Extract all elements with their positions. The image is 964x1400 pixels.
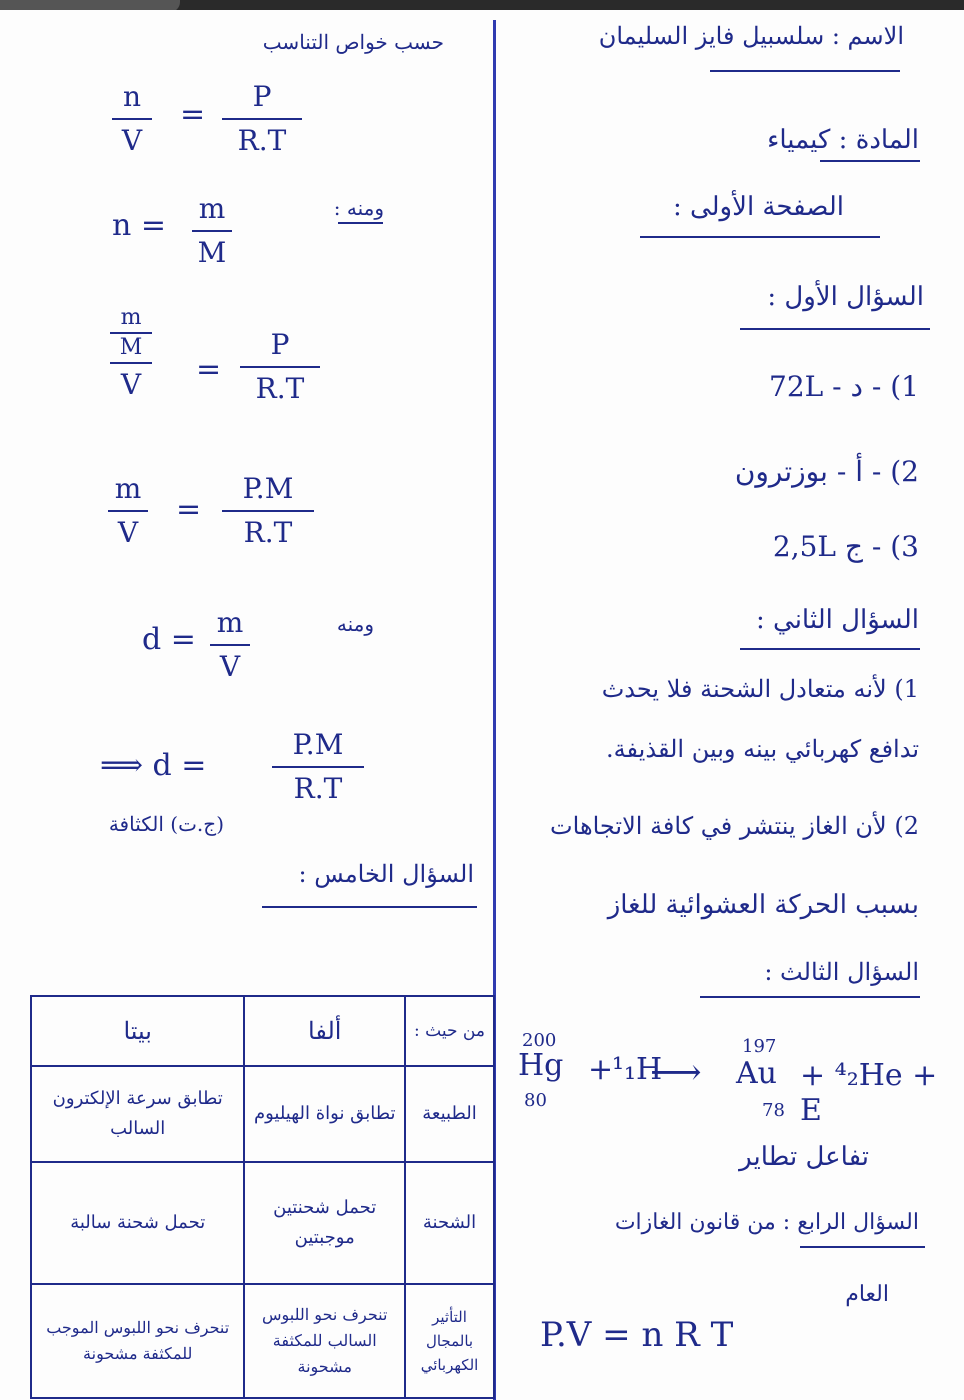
eq6-num: P.M — [292, 728, 344, 761]
eq5-label: ومنه — [336, 612, 374, 636]
table-cell: تحمل شحنة سالبة — [31, 1162, 244, 1284]
eq1-rhs-den: R.T — [237, 124, 287, 157]
table-header-cell: من حيث : — [405, 996, 494, 1066]
eq4-lhs-den: V — [117, 516, 139, 549]
eq3-lhs — [110, 306, 152, 404]
table-cell: تنحرف نحو اللبوس الموجب للمكثفة مشحونة — [31, 1284, 244, 1398]
eq2-label-underline — [338, 222, 383, 224]
table-header-cell: بيتا — [31, 996, 244, 1066]
q1-answer-2: 2) - أ - بوزترون — [734, 455, 919, 488]
table-cell: تطابق نواة الهيليوم — [244, 1066, 405, 1162]
table-cell: الطبيعة — [405, 1066, 494, 1162]
subject-underline — [820, 160, 920, 162]
table-row — [31, 1066, 494, 1162]
table-row — [31, 1284, 494, 1398]
page-underline — [640, 236, 880, 238]
au-number: 78 — [762, 1100, 785, 1121]
table-cell: تنحرف نحو اللبوس السالب للمكثفة مشحونة — [244, 1284, 405, 1398]
eq3-inner-den: M — [119, 335, 143, 360]
eq1-equals: = — [180, 97, 206, 132]
q3-reaction-label: تفاعل تطاير — [739, 1142, 869, 1172]
q4-formula: P.V = n R T — [540, 1315, 734, 1355]
q3-title: السؤال الثالث : — [764, 958, 919, 986]
top-bar — [0, 0, 964, 10]
q2-title: السؤال الثاني : — [756, 605, 919, 635]
eq1-rhs — [222, 78, 302, 160]
q5-underline — [262, 906, 477, 908]
hg-mass: 200 — [522, 1030, 557, 1051]
he-part: + ⁴₂He + E — [800, 1058, 938, 1128]
hg-number: 80 — [524, 1090, 547, 1111]
q4-underline — [800, 1246, 925, 1248]
student-name: الاسم : سلسبيل فايز السليمان — [598, 22, 904, 50]
eq3-equals: = — [196, 352, 222, 387]
name-underline — [710, 70, 900, 72]
q2-answer-1-line-2: تدافع كهربائي بينه وبين القذيفة. — [606, 735, 919, 763]
eq4-lhs — [108, 470, 148, 552]
eq5-frac — [210, 604, 250, 686]
hg-symbol: Hg — [518, 1048, 564, 1083]
page-label: الصفحة الأولى : — [672, 192, 844, 222]
eq4-lhs-num: m — [114, 472, 142, 505]
eq4-rhs — [222, 470, 314, 552]
table-cell: تحمل شحنتين موجبتين — [244, 1162, 405, 1284]
q1-answer-3: 3) - ج 2,5L — [772, 530, 919, 563]
density-note: (ج.ت) الكثافة — [108, 812, 224, 836]
subject-line: المادة : كيمياء — [767, 125, 919, 155]
q1-answer-1: 1) - د - 72L — [769, 370, 919, 403]
reaction-plus: + — [588, 1052, 614, 1087]
eq2-label: ومنه : — [333, 196, 384, 220]
eq1-lhs-num: n — [122, 80, 142, 113]
q1-underline — [740, 328, 930, 330]
eq1-lhs — [112, 78, 152, 160]
eq6-frac — [272, 726, 364, 808]
eq2-den: M — [197, 236, 227, 269]
q1-title: السؤال الأول : — [767, 282, 924, 312]
au-mass: 197 — [742, 1036, 777, 1057]
eq3-rhs-den: R.T — [255, 372, 305, 405]
au-symbol: Au — [736, 1056, 777, 1091]
eq2-lhs: n = — [112, 208, 166, 243]
eq3-inner-num: m — [120, 305, 142, 330]
table-cell: الشحنة — [405, 1162, 494, 1284]
q5-title: السؤال الخامس : — [298, 860, 474, 888]
q3-underline — [700, 996, 920, 998]
proportion-note: حسب خواص التناسب — [262, 30, 444, 54]
eq4-rhs-den: R.T — [243, 516, 293, 549]
eq3-rhs-num: P — [270, 328, 290, 361]
eq1-lhs-den: V — [121, 124, 143, 157]
q4-general: العام — [845, 1282, 889, 1307]
table-cell: تطابق سرعة الإلكترون السالب — [31, 1066, 244, 1162]
eq1-rhs-num: P — [252, 80, 272, 113]
eq2-frac — [192, 190, 232, 272]
eq6-lhs: ⟹ d = — [100, 748, 207, 783]
eq3-den: V — [120, 368, 142, 401]
alpha-beta-table — [30, 995, 495, 1399]
table-header-cell: ألفا — [244, 996, 405, 1066]
eq6-den: R.T — [293, 772, 343, 805]
q2-underline — [740, 648, 920, 650]
eq5-den: V — [219, 650, 241, 683]
reaction-arrow: ⟶ — [650, 1052, 702, 1093]
q2-answer-2-line-1: 2) لأن الغاز ينتشر في كافة الاتجاهات — [550, 812, 919, 840]
eq5-num: m — [216, 606, 244, 639]
eq5-lhs: d = — [142, 622, 196, 657]
eq3-rhs — [240, 326, 320, 408]
q2-answer-1-line-1: 1) لأنه متعادل الشحنة فلا يحدث — [601, 675, 919, 703]
eq4-equals: = — [176, 492, 202, 527]
h-symbol: ¹₁H — [612, 1052, 663, 1087]
table-header-row — [31, 996, 494, 1066]
table-cell: التأثير بالمجال الكهربائي — [405, 1284, 494, 1398]
q2-answer-2-line-2: بسبب الحركة العشوائية للغاز — [607, 890, 919, 920]
q4-title: السؤال الرابع : من قانون الغازات — [614, 1210, 919, 1235]
table-row — [31, 1162, 494, 1284]
eq2-num: m — [198, 192, 226, 225]
eq4-rhs-num: P.M — [242, 472, 294, 505]
